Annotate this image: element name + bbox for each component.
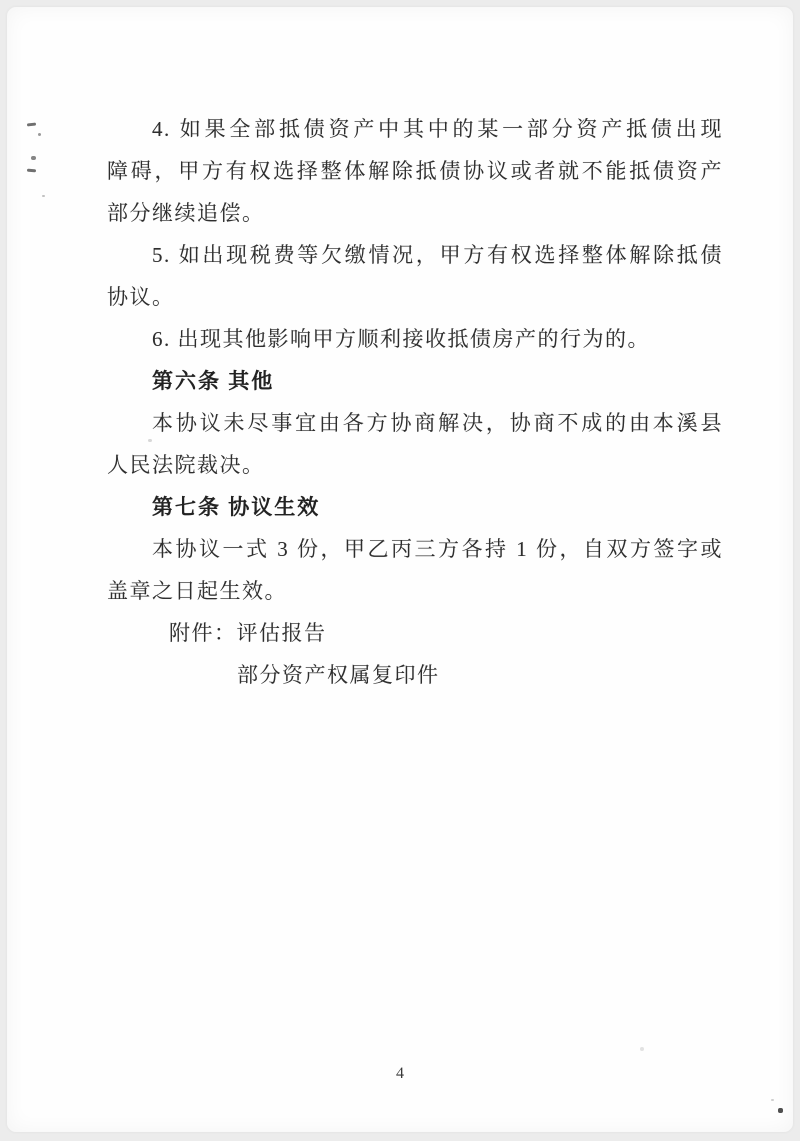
scan-speck xyxy=(38,133,41,136)
scan-speck xyxy=(31,156,36,160)
scan-speck xyxy=(27,123,36,127)
paragraph-5-line-1: 5. 如出现税费等欠缴情况，甲方有权选择整体解除抵债 xyxy=(152,243,723,267)
scanned-page xyxy=(7,7,793,1132)
paragraph-4-line-2: 障碍，甲方有权选择整体解除抵债协议或者就不能抵债资产 xyxy=(107,159,723,183)
scan-speck xyxy=(148,439,152,442)
scan-speck xyxy=(27,169,36,173)
article-6-body-line-1: 本协议未尽事宜由各方协商解决，协商不成的由本溪县 xyxy=(152,411,723,435)
article-7-body-line-1: 本协议一式 3 份，甲乙丙三方各持 1 份，自双方签字或 xyxy=(152,537,723,561)
article-6-body-line-2: 人民法院裁决。 xyxy=(107,453,265,477)
paragraph-5-line-2: 协议。 xyxy=(107,285,175,309)
attachment-label-line: 附件：评估报告 xyxy=(169,621,327,645)
article-6-heading: 第六条 其他 xyxy=(152,369,275,393)
scan-speck xyxy=(771,1099,774,1101)
article-7-heading: 第七条 协议生效 xyxy=(152,495,321,519)
scan-speck xyxy=(778,1108,783,1113)
paragraph-6-line-1: 6. 出现其他影响甲方顺利接收抵债房产的行为的。 xyxy=(152,327,650,351)
scan-speck xyxy=(640,1047,644,1051)
page-number: 4 xyxy=(396,1065,404,1082)
paragraph-4-line-3: 部分继续追偿。 xyxy=(107,201,265,225)
scan-speck xyxy=(42,195,45,197)
document-body xyxy=(107,108,723,696)
paragraph-4-line-1: 4. 如果全部抵债资产中其中的某一部分资产抵债出现 xyxy=(152,117,723,141)
attachment-item-line: 部分资产权属复印件 xyxy=(237,663,440,687)
article-7-body-line-2: 盖章之日起生效。 xyxy=(107,579,287,603)
